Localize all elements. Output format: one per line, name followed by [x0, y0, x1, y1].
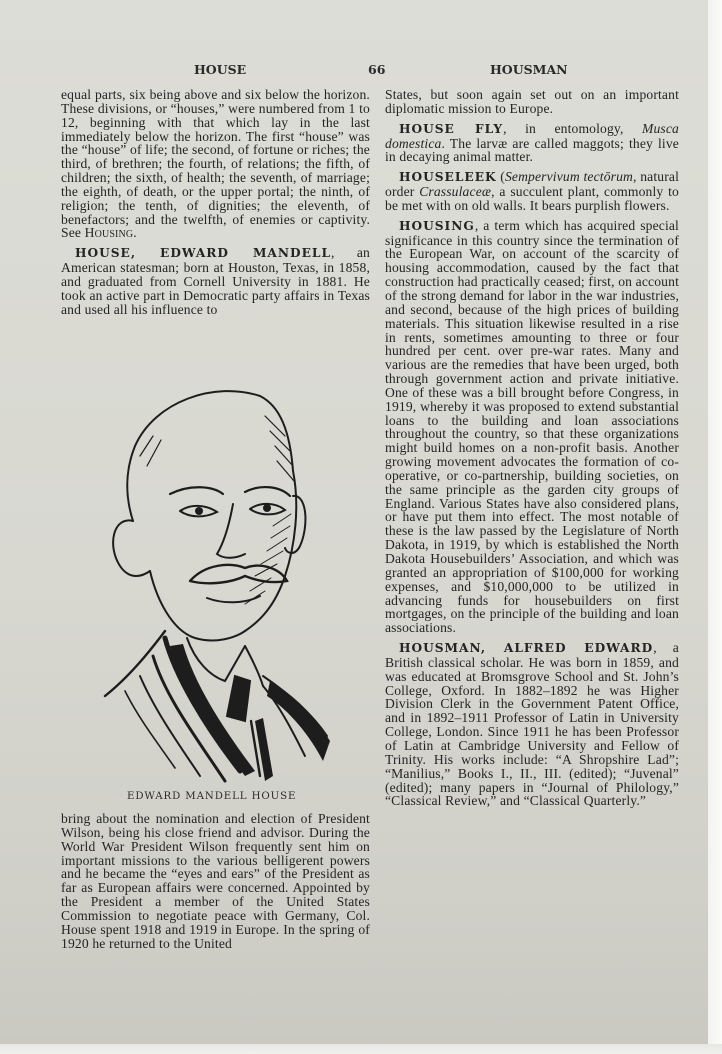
latin-name: Musca domestica [385, 120, 679, 151]
running-head-left: HOUSE [194, 62, 247, 77]
running-head-right: HOUSMAN [490, 62, 568, 77]
headword: HOUSMAN, ALFRED EDWARD [399, 641, 654, 656]
entry-house-continuation: equal parts, six being above and six below the horizon. These divisions, or “houses,” were numbered from 1 to 12, beginning with that which lay in the last immediately below the horizon. The first “house” was the “house” of life; the second, of fortune or riches; the third, of brethren; the fourth, of relations; the fifth, of children; the sixth, of health; the seventh, of marriage; the eighth, of death, or the upper portal; the ninth, of religion; the tenth, of dignities; the eleventh, of benefactors; and the twelfth, of enemies or captivity. See Housing. [61, 87, 370, 241]
running-head [0, 62, 708, 82]
entry-house-fly: HOUSE FLY, in entomology, Musca domestica. The larvæ are called maggots; they live in decaying animal matter. [385, 120, 679, 165]
portrait-caption: EDWARD MANDELL HOUSE [127, 791, 297, 802]
natural-order: Crassulaceæ [419, 184, 492, 200]
cross-reference-housing[interactable]: Housing [84, 225, 134, 241]
page-bottom-edge [0, 1044, 722, 1054]
portrait-illustration [95, 376, 335, 786]
entry-house-edward-continuation: States, but soon again set out on an important diplomatic mission to Europe. [385, 87, 679, 116]
page-number: 66 [368, 62, 386, 77]
right-column [385, 88, 679, 814]
entry-housing: HOUSING, a term which has acquired special significance in this country since the termination of the European War, on account of the scarcity of housing accommodation, caused by the fact that construction had practically ceased; first, on account of the strong demand for labor in the war industries, and second, because of the high prices of building materials. This situation likewise resulted in a rise in rents, sometimes amounting to three or four hundred per cent. over pre-war rates. Many and various are the remedies that have been urged, both through government action and private initiative. One of these was a bill brought before Congress, in 1919, whereby it was proposed to extend substantial loans to the building and loan associations throughout the country, so that these organizations might build homes on a non-profit basis. Another growing movement advocates the formation of co-operative, or co-partnership, building societies, on the same principle as the garden city groups of England. Various States have also considered plans, or have put them into effect. The most notable of these is the law passed by the Legislature of North Dakota, in 1919, by which is established the North Dakota Housebuilders’ Association, and which was granted an appropriation of $100,000 for working expenses, and $10,000,000 to be utilized in advancing funds for housebuilders on first mortgages, on the principle of the building and loan associations. [385, 217, 679, 636]
left-column-lower [61, 812, 370, 956]
headword: HOUSING [399, 218, 475, 233]
headword: HOUSE FLY [399, 121, 504, 136]
entry-houseleek: HOUSELEEK (Sempervivum tectōrum, natural order Crassulaceæ, a succulent plant, commonly to be met with on old walls. It bears purplish flowers. [385, 169, 680, 213]
entry-housman: HOUSMAN, ALFRED EDWARD, a British classical scholar. He was born in 1859, and was educated at Bromsgrove School and St. John’s College, Oxford. In 1882–1892 he was Higher Division Clerk in the Government Patent Office, and in 1892–1911 Professor of Latin in University College, London. Since 1911 he has been Professor of Latin at Cambridge University and Fellow of Trinity. His works include: “A Shropshire Lad”; “Manilius,” Books I., II., III. (edited); “Juvenal” (edited); many papers in “Journal of Philology,” “Classical Review,” and “Classical Quarterly.” [385, 640, 679, 809]
headword: HOUSE, EDWARD MANDELL [75, 246, 332, 261]
entry-house-edward-mandell: HOUSE, EDWARD MANDELL, an American statesman; born at Houston, Texas, in 1858, and graduated from Cornell University in 1881. He took an active part in Democratic party affairs in Texas and used all his influence to [61, 245, 370, 317]
headword: HOUSELEEK [399, 170, 497, 185]
latin-name: Sempervivum tectōrum [504, 169, 633, 185]
left-column-upper [61, 88, 370, 323]
entry-house-edward-mandell-continued: bring about the nomination and election of President Wilson, being his close friend and advisor. During the World War President Wilson frequently sent him on important missions to the various belligerent powers and he became the “eyes and ears” of the President as far as European affairs were concerned. Appointed by the President a member of the United States Commission to negotiate peace with Germany, Col. House spent 1918 and 1919 in Europe. In the spring of 1920 he returned to the United [61, 811, 370, 951]
